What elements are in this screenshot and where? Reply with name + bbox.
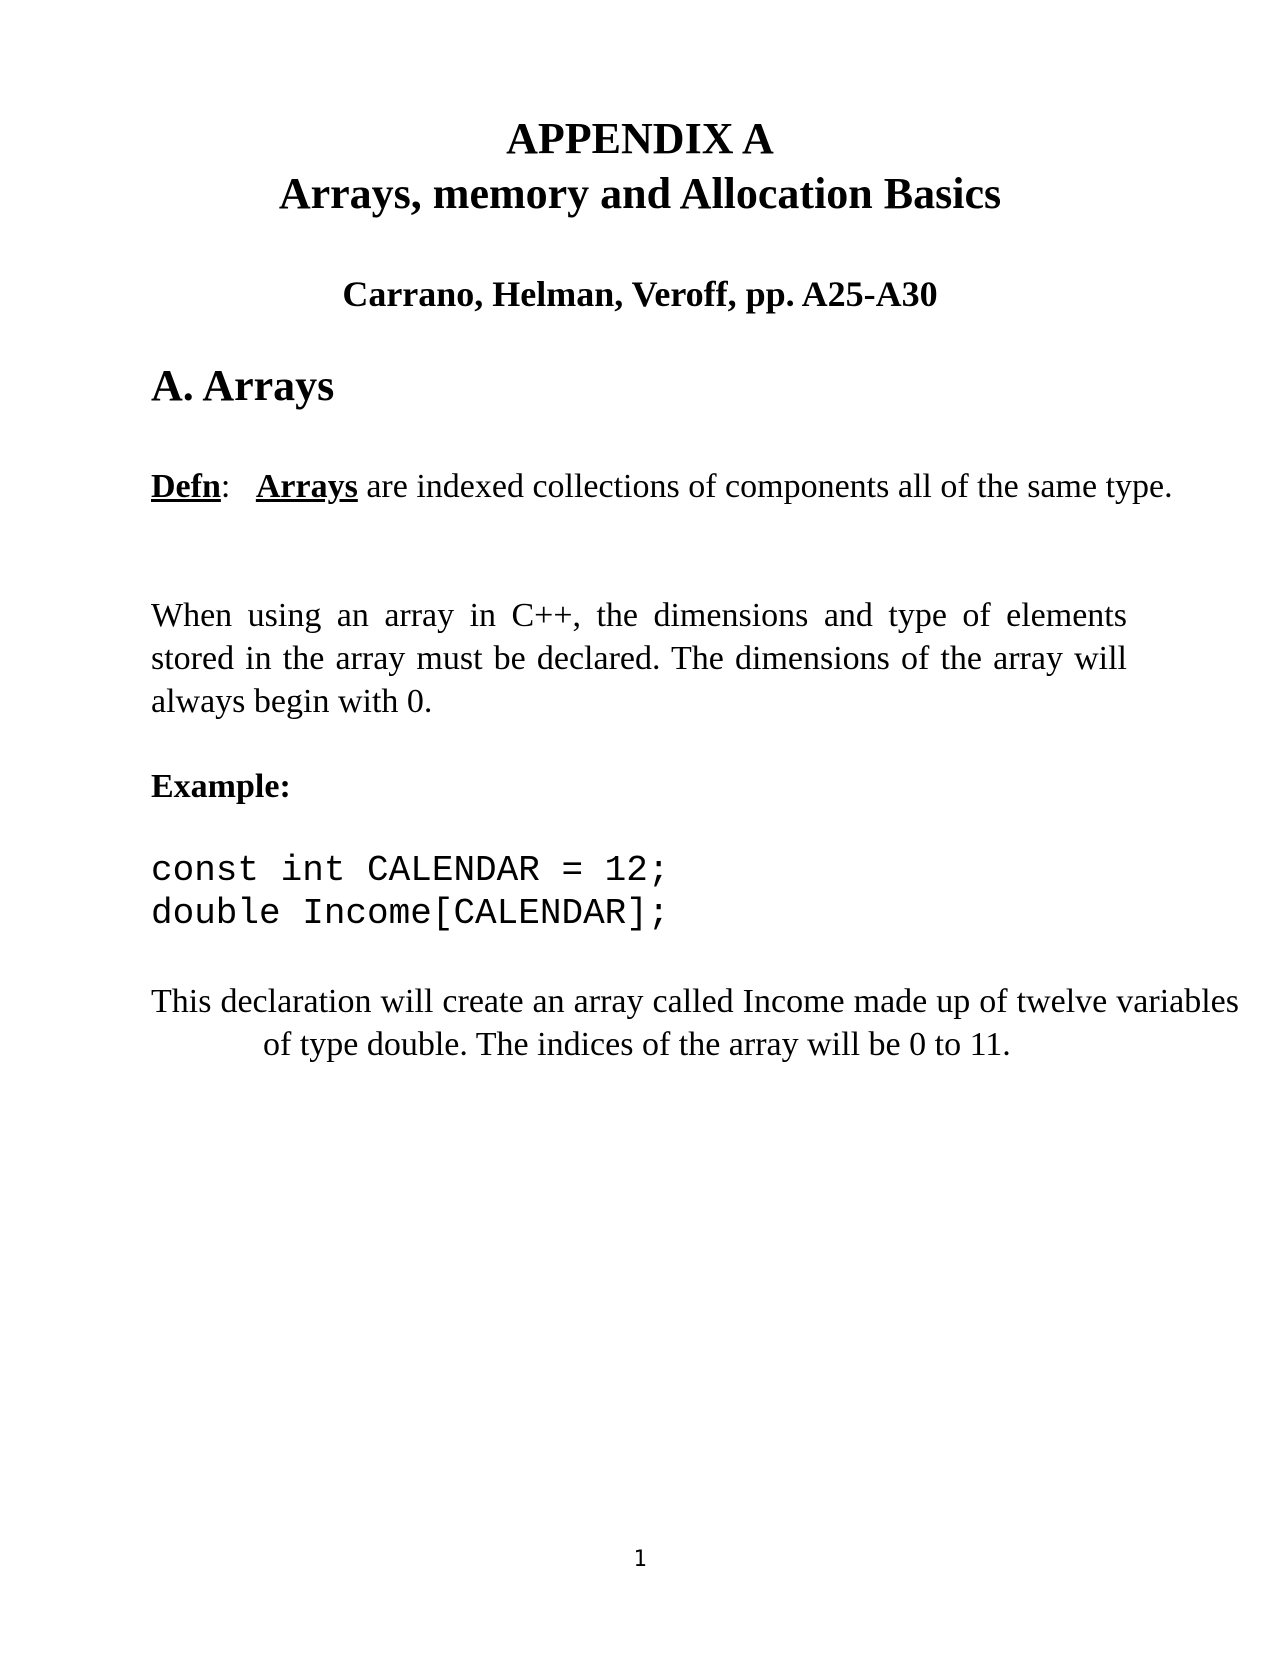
page-number: 1 [633, 1547, 647, 1572]
code-example [151, 849, 669, 935]
reference-citation: Carrano, Helman, Veroff, pp. A25-A30 [342, 274, 938, 314]
definition-paragraph [151, 465, 1239, 508]
definition-text: are indexed collections of components all of the same type. [357, 468, 1173, 505]
definition-separator: : [220, 468, 231, 505]
code-line: double Income[CALENDAR]; [151, 893, 670, 934]
code-line: const int CALENDAR = 12; [151, 850, 670, 891]
appendix-subtitle: Arrays, memory and Allocation Basics [278, 169, 1002, 218]
definition-label: Defn [151, 468, 221, 505]
document-title [0, 112, 1280, 222]
paragraph-declaration-explanation: This declaration will create an array called Income made up of twelve variables of type double. The indices of the array will be 0 to 11. [151, 983, 1239, 1063]
definition-term: Arrays [255, 468, 358, 505]
section-heading: A. Arrays [151, 361, 335, 410]
example-label: Example: [151, 768, 291, 805]
appendix-title: APPENDIX A [506, 114, 774, 163]
paragraph-array-declaration: When using an array in C++, the dimensions and type of elements stored in the array must be declared. The dimensions of the array will always begin with 0. [151, 597, 1127, 720]
